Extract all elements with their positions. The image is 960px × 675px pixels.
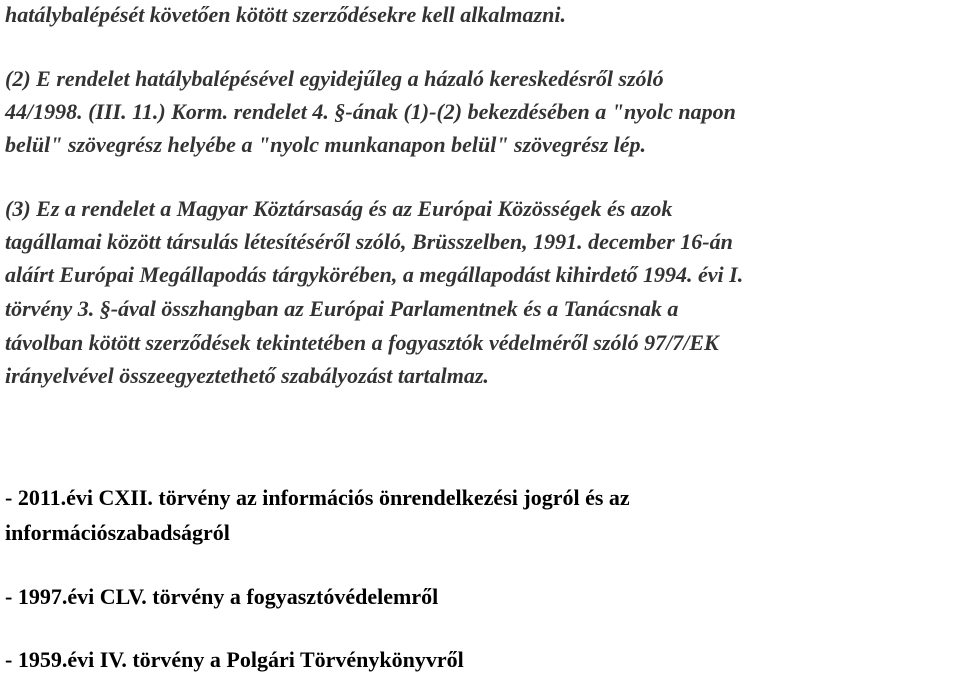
paragraph-3-line: aláírt Európai Megállapodás tárgykörében, a megállapodást kihirdető 1994. évi I. xyxy=(5,262,744,287)
paragraph-3-line: törvény 3. §-ával összhangban az Európai Parlamentnek és a Tanácsnak a xyxy=(5,296,679,321)
paragraph-3-line: távolban kötött szerződések tekintetében a fogyasztók védelméről szóló 97/7/EK xyxy=(5,330,719,355)
reference-item-line: - 2011.évi CXII. törvény az információs önrendelkezési jogról és az xyxy=(5,485,630,510)
paragraph-2-line: 44/1998. (III. 11.) Korm. rendelet 4. §-ának (1)-(2) bekezdésében a "nyolc napon xyxy=(5,99,736,124)
paragraph-2-line: (2) E rendelet hatálybalépésével egyidejűleg a házaló kereskedésről szóló xyxy=(5,66,664,91)
reference-item-line: - 1997.évi CLV. törvény a fogyasztóvédelemről xyxy=(5,584,439,609)
reference-item-line: információszabadságról xyxy=(5,520,230,545)
paragraph-3-line: tagállamai között társulás létesítéséről szóló, Brüsszelben, 1991. december 16-án xyxy=(5,229,733,254)
paragraph-2-line: belül" szövegrész helyébe a "nyolc munkanapon belül" szövegrész lép. xyxy=(5,132,647,157)
paragraph-3-line: irányelvével összeegyeztethető szabályozást tartalmaz. xyxy=(5,363,489,388)
paragraph-3-line: (3) Ez a rendelet a Magyar Köztársaság és az Európai Közösségek és azok xyxy=(5,196,673,221)
paragraph-continuation-line: hatálybalépését követően kötött szerződésekre kell alkalmazni. xyxy=(5,2,566,27)
reference-item-line: - 1959.évi IV. törvény a Polgári Törvénykönyvről xyxy=(5,647,464,672)
